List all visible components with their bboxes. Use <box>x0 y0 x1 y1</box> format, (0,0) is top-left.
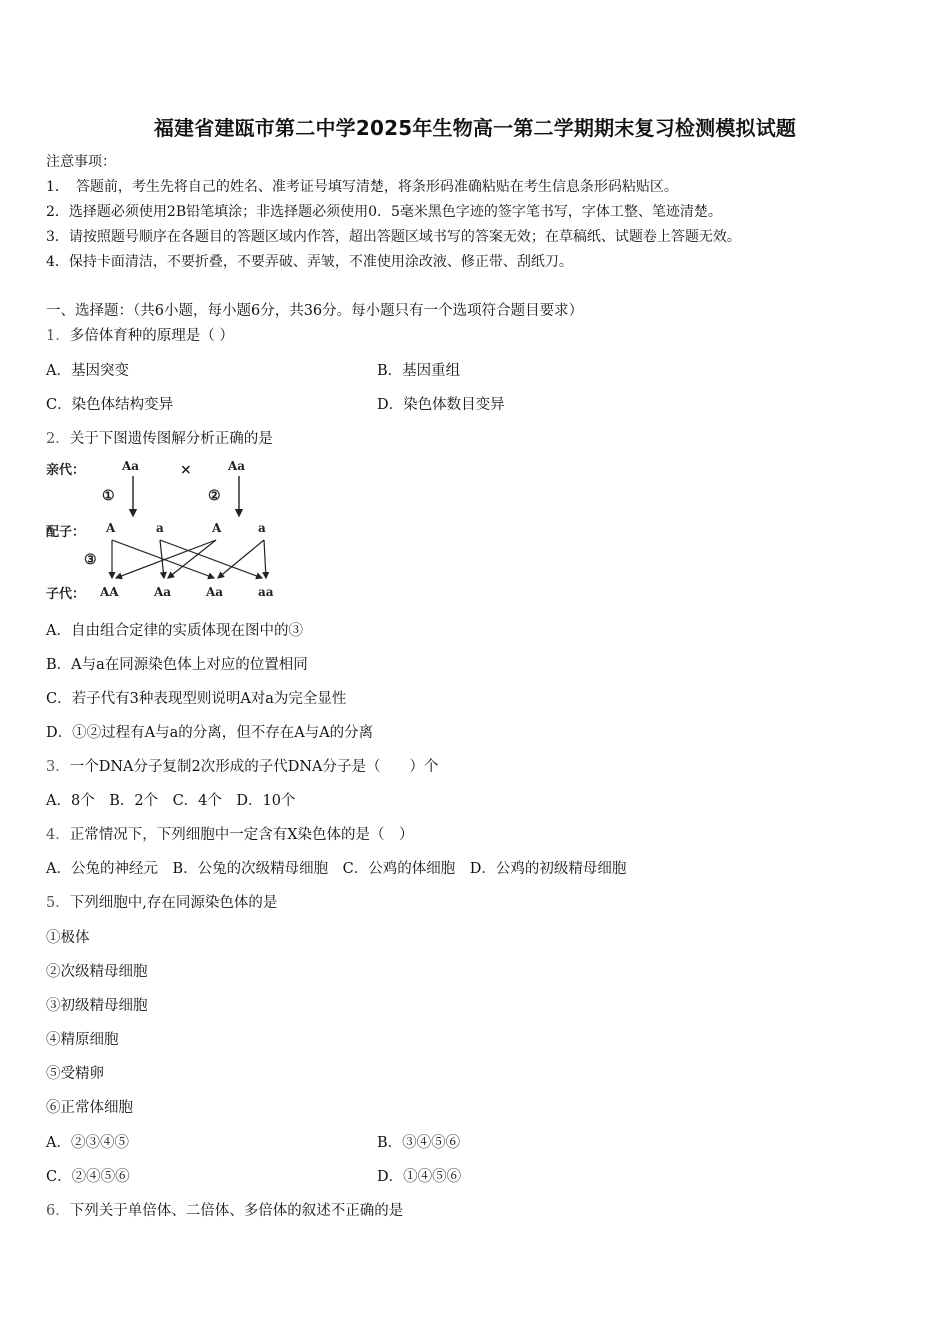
q5-item-1: ①极体 <box>46 930 90 946</box>
gamete-2: a <box>156 521 164 535</box>
q5-item-2: ②次级精母细胞 <box>46 964 148 980</box>
parent-2-genotype: Aa <box>228 459 246 473</box>
note-item-3: 3．请按照题号顺序在各题目的答题区域内作答，超出答题区域书写的答案无效；在草稿纸、试题卷上答题无效。 <box>46 229 741 245</box>
step-1-marker: ① <box>102 488 115 504</box>
question-number: 1． <box>46 328 70 344</box>
question-stem: 下列细胞中,存在同源染色体的是 <box>69 895 278 911</box>
question-number: 3． <box>46 759 70 775</box>
q2-option-b[interactable]: B．A与a在同源染色体上对应的位置相同 <box>46 657 308 673</box>
offspring-label: 子代： <box>46 587 86 602</box>
question-stem: 多倍体育种的原理是（ ） <box>69 328 234 344</box>
q3-options[interactable]: A．8个 B．2个 C．4个 D．10个 <box>46 793 296 809</box>
arrow-gamete-4-to-Aa <box>218 540 264 578</box>
gamete-3: A <box>212 521 222 535</box>
q2-option-c[interactable]: C．若子代有3种表现型则说明A对a为完全显性 <box>46 691 347 707</box>
note-item-1: 1． 答题前，考生先将自己的姓名、准考证号填写清楚，将条形码准确粘贴在考生信息条形码粘贴区。 <box>46 179 678 195</box>
q5-option-b[interactable]: B．③④⑤⑥ <box>377 1135 461 1151</box>
q5-option-c[interactable]: C．②④⑤⑥ <box>46 1169 130 1185</box>
question-stem: 关于下图遗传图解分析正确的是 <box>69 431 273 447</box>
question-number: 6． <box>46 1203 70 1219</box>
question-2 <box>46 429 273 449</box>
question-3 <box>46 757 439 777</box>
cross-symbol: × <box>180 462 192 478</box>
note-item-2: 2．选择题必须使用2B铅笔填涂；非选择题必须使用0．5毫米黑色字迹的签字笔书写，字体工整、笔迹清楚。 <box>46 204 722 220</box>
offspring-1: AA <box>100 585 119 599</box>
parent-label: 亲代： <box>46 463 86 478</box>
question-1 <box>46 326 234 346</box>
offspring-3: Aa <box>206 585 224 599</box>
question-5 <box>46 893 277 913</box>
note-item-4: 4．保持卡面清洁，不要折叠，不要弄破、弄皱，不准使用涂改液、修正带、刮纸刀。 <box>46 254 573 270</box>
question-6 <box>46 1201 403 1221</box>
offspring-4: aa <box>258 585 274 599</box>
question-stem: 一个DNA分子复制2次形成的子代DNA分子是（ ）个 <box>69 759 439 775</box>
parent-1-genotype: Aa <box>122 459 140 473</box>
gamete-1: A <box>106 521 116 535</box>
genetic-cross-diagram <box>44 456 284 604</box>
arrow-gamete-4-to-aa <box>264 540 266 578</box>
q5-item-6: ⑥正常体细胞 <box>46 1100 133 1116</box>
notes-heading: 注意事项： <box>46 154 116 170</box>
q5-option-d[interactable]: D．①④⑤⑥ <box>377 1169 462 1185</box>
q1-option-b[interactable]: B．基因重组 <box>377 363 461 379</box>
question-number: 2． <box>46 431 70 447</box>
gamete-4: a <box>258 521 266 535</box>
q5-item-4: ④精原细胞 <box>46 1032 119 1048</box>
q5-option-a[interactable]: A．②③④⑤ <box>46 1135 129 1151</box>
section-heading: 一、选择题：（共6小题，每小题6分，共36分。每小题只有一个选项符合题目要求） <box>46 303 584 319</box>
question-number: 4． <box>46 827 70 843</box>
q1-option-c[interactable]: C．染色体结构变异 <box>46 397 174 413</box>
question-stem: 下列关于单倍体、二倍体、多倍体的叙述不正确的是 <box>69 1203 404 1219</box>
q2-option-d[interactable]: D．①②过程有A与a的分离，但不存在A与A的分离 <box>46 725 374 741</box>
q2-option-a[interactable]: A．自由组合定律的实质体现在图中的③ <box>46 623 303 639</box>
question-4 <box>46 825 414 845</box>
gamete-label: 配子： <box>46 525 86 540</box>
step-3-marker: ③ <box>84 552 97 568</box>
question-number: 5． <box>46 895 70 911</box>
step-2-marker: ② <box>208 488 221 504</box>
question-stem: 正常情况下，下列细胞中一定含有X染色体的是（ ） <box>69 827 414 843</box>
q5-item-5: ⑤受精卵 <box>46 1066 104 1082</box>
offspring-2: Aa <box>154 585 172 599</box>
q1-option-d[interactable]: D．染色体数目变异 <box>377 397 505 413</box>
q5-item-3: ③初级精母细胞 <box>46 998 148 1014</box>
page-title: 福建省建瓯市第二中学2025年生物高一第二学期期末复习检测模拟试题 <box>153 116 797 140</box>
q1-option-a[interactable]: A．基因突变 <box>46 363 129 379</box>
arrow-gamete-3-to-AA <box>116 540 216 578</box>
q4-options[interactable]: A．公兔的神经元 B．公兔的次级精母细胞 C．公鸡的体细胞 D．公鸡的初级精母细胞 <box>46 861 627 877</box>
